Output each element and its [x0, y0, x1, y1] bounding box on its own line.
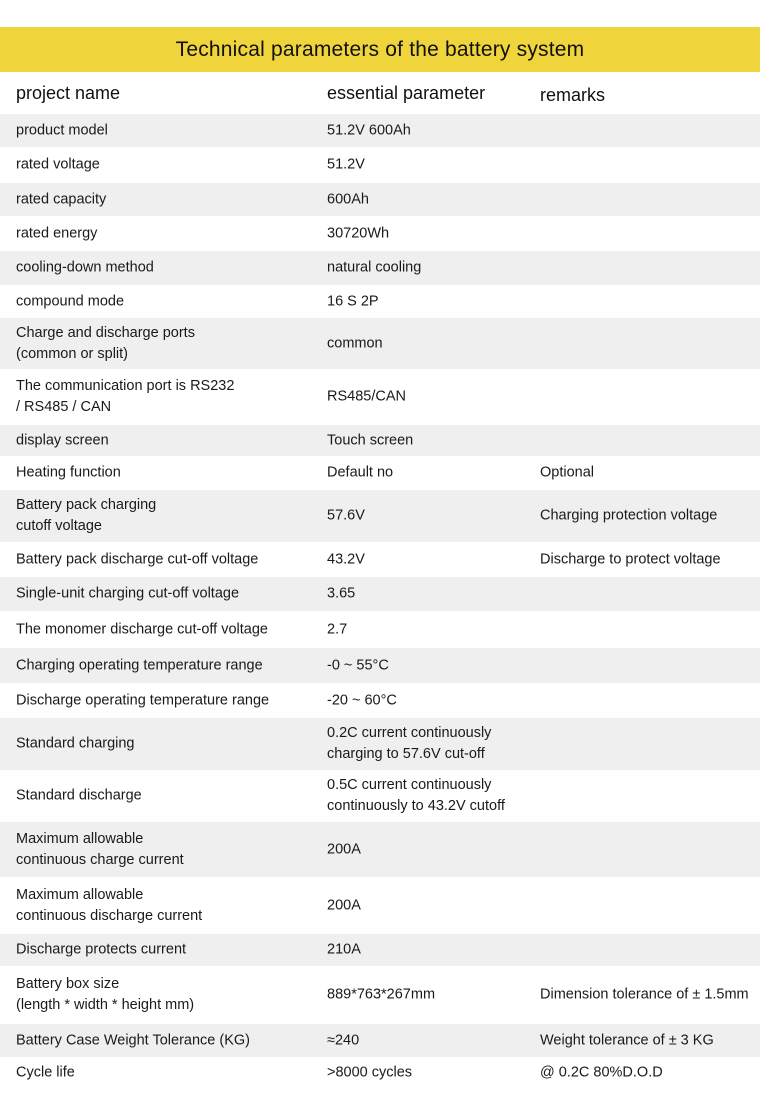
- row-name: Standard discharge: [16, 787, 142, 804]
- row-name: cooling-down method: [16, 259, 154, 276]
- row-parameter: Touch screen: [327, 432, 414, 448]
- row-name: The monomer discharge cut-off voltage: [16, 621, 269, 637]
- row-remark: Weight tolerance of ± 3 KG: [540, 1032, 714, 1048]
- row-parameter: 51.2V 600Ah: [327, 122, 411, 138]
- row-parameter: 30720Wh: [327, 225, 390, 241]
- page-title: Technical parameters of the battery system: [0, 27, 760, 72]
- table-row: [0, 542, 760, 577]
- row-name: Maximum allowable continuous discharge current: [16, 886, 203, 924]
- row-parameter: -0 ~ 55°C: [327, 657, 389, 673]
- row-parameter: 43.2V: [327, 551, 365, 567]
- table-row: [0, 1057, 760, 1089]
- table-row: [0, 183, 760, 216]
- row-name: Battery box size (length * width * height mm): [16, 976, 195, 1013]
- table-row: [0, 822, 760, 877]
- row-parameter: 51.2V: [327, 156, 365, 173]
- row-parameter: 210A: [327, 941, 361, 958]
- row-name: Single-unit charging cut-off voltage: [16, 585, 240, 602]
- row-parameter: 600Ah: [327, 191, 369, 207]
- row-parameter: ≈240: [327, 1032, 360, 1048]
- table-row: [0, 425, 760, 456]
- row-name: rated capacity: [16, 191, 107, 207]
- row-name: Charge and discharge ports (common or split): [16, 324, 195, 362]
- row-parameter: 0.2C current continuously charging to 57.6V cut-off: [327, 725, 492, 762]
- table-row: [0, 251, 760, 285]
- row-name: Discharge protects current: [16, 941, 187, 958]
- row-name: Standard charging: [16, 735, 135, 752]
- row-parameter: natural cooling: [327, 259, 422, 276]
- table-row: [0, 114, 760, 147]
- row-parameter: >8000 cycles: [327, 1064, 413, 1081]
- table-row: [0, 648, 760, 683]
- table-row: [0, 456, 760, 490]
- row-parameter: 0.5C current continuously continuously to 43.2V cutoff: [327, 777, 505, 814]
- row-parameter: 200A: [327, 841, 361, 857]
- row-parameter: 16 S 2P: [327, 293, 379, 309]
- row-remark: Discharge to protect voltage: [540, 551, 721, 567]
- row-parameter: 57.6V: [327, 507, 365, 524]
- table-row: [0, 718, 760, 770]
- table-row: [0, 577, 760, 611]
- table-row: [0, 318, 760, 369]
- row-name: product model: [16, 122, 108, 138]
- table-row: [0, 966, 760, 1024]
- header-remarks: remarks: [540, 85, 606, 105]
- table-row: [0, 683, 760, 718]
- table-row: [0, 611, 760, 648]
- row-name: Battery pack discharge cut-off voltage: [16, 551, 259, 567]
- row-name: display screen: [16, 432, 109, 448]
- table-row: [0, 770, 760, 822]
- row-name: Heating function: [16, 464, 121, 481]
- row-name: Maximum allowable continuous charge current: [16, 830, 184, 868]
- table-row: [0, 1024, 760, 1057]
- spec-table: [0, 114, 760, 1089]
- table-row: [0, 285, 760, 318]
- table-row: [0, 369, 760, 425]
- header-essential-parameter: essential parameter: [327, 83, 486, 103]
- row-parameter: 3.65: [327, 585, 356, 602]
- row-name: rated energy: [16, 225, 98, 241]
- row-remark: Optional: [540, 464, 595, 481]
- header-project-name: project name: [16, 83, 121, 103]
- row-name: Battery Case Weight Tolerance (KG): [16, 1032, 250, 1048]
- row-name: Cycle life: [16, 1064, 75, 1081]
- row-parameter: -20 ~ 60°C: [327, 692, 397, 708]
- row-parameter: common: [327, 335, 383, 351]
- table-header: [0, 74, 760, 114]
- table-row: [0, 147, 760, 183]
- row-remark: Charging protection voltage: [540, 507, 718, 524]
- row-name: The communication port is RS232 / RS485 / CAN: [16, 378, 235, 415]
- row-name: compound mode: [16, 293, 125, 309]
- table-row: [0, 216, 760, 251]
- row-name: Charging operating temperature range: [16, 657, 263, 673]
- row-remark: @ 0.2C 80%D.O.D: [540, 1064, 663, 1081]
- table-row: [0, 490, 760, 542]
- row-name: Discharge operating temperature range: [16, 692, 270, 708]
- row-parameter: 200A: [327, 897, 361, 913]
- row-parameter: 889*763*267mm: [327, 986, 436, 1003]
- row-name: Battery pack charging cutoff voltage: [16, 497, 157, 534]
- row-name: rated voltage: [16, 156, 100, 173]
- row-parameter: Default no: [327, 464, 394, 481]
- row-remark: Dimension tolerance of ± 1.5mm: [540, 986, 749, 1003]
- table-row: [0, 877, 760, 934]
- table-row: [0, 934, 760, 966]
- row-parameter: RS485/CAN: [327, 388, 406, 405]
- row-parameter: 2.7: [327, 621, 348, 637]
